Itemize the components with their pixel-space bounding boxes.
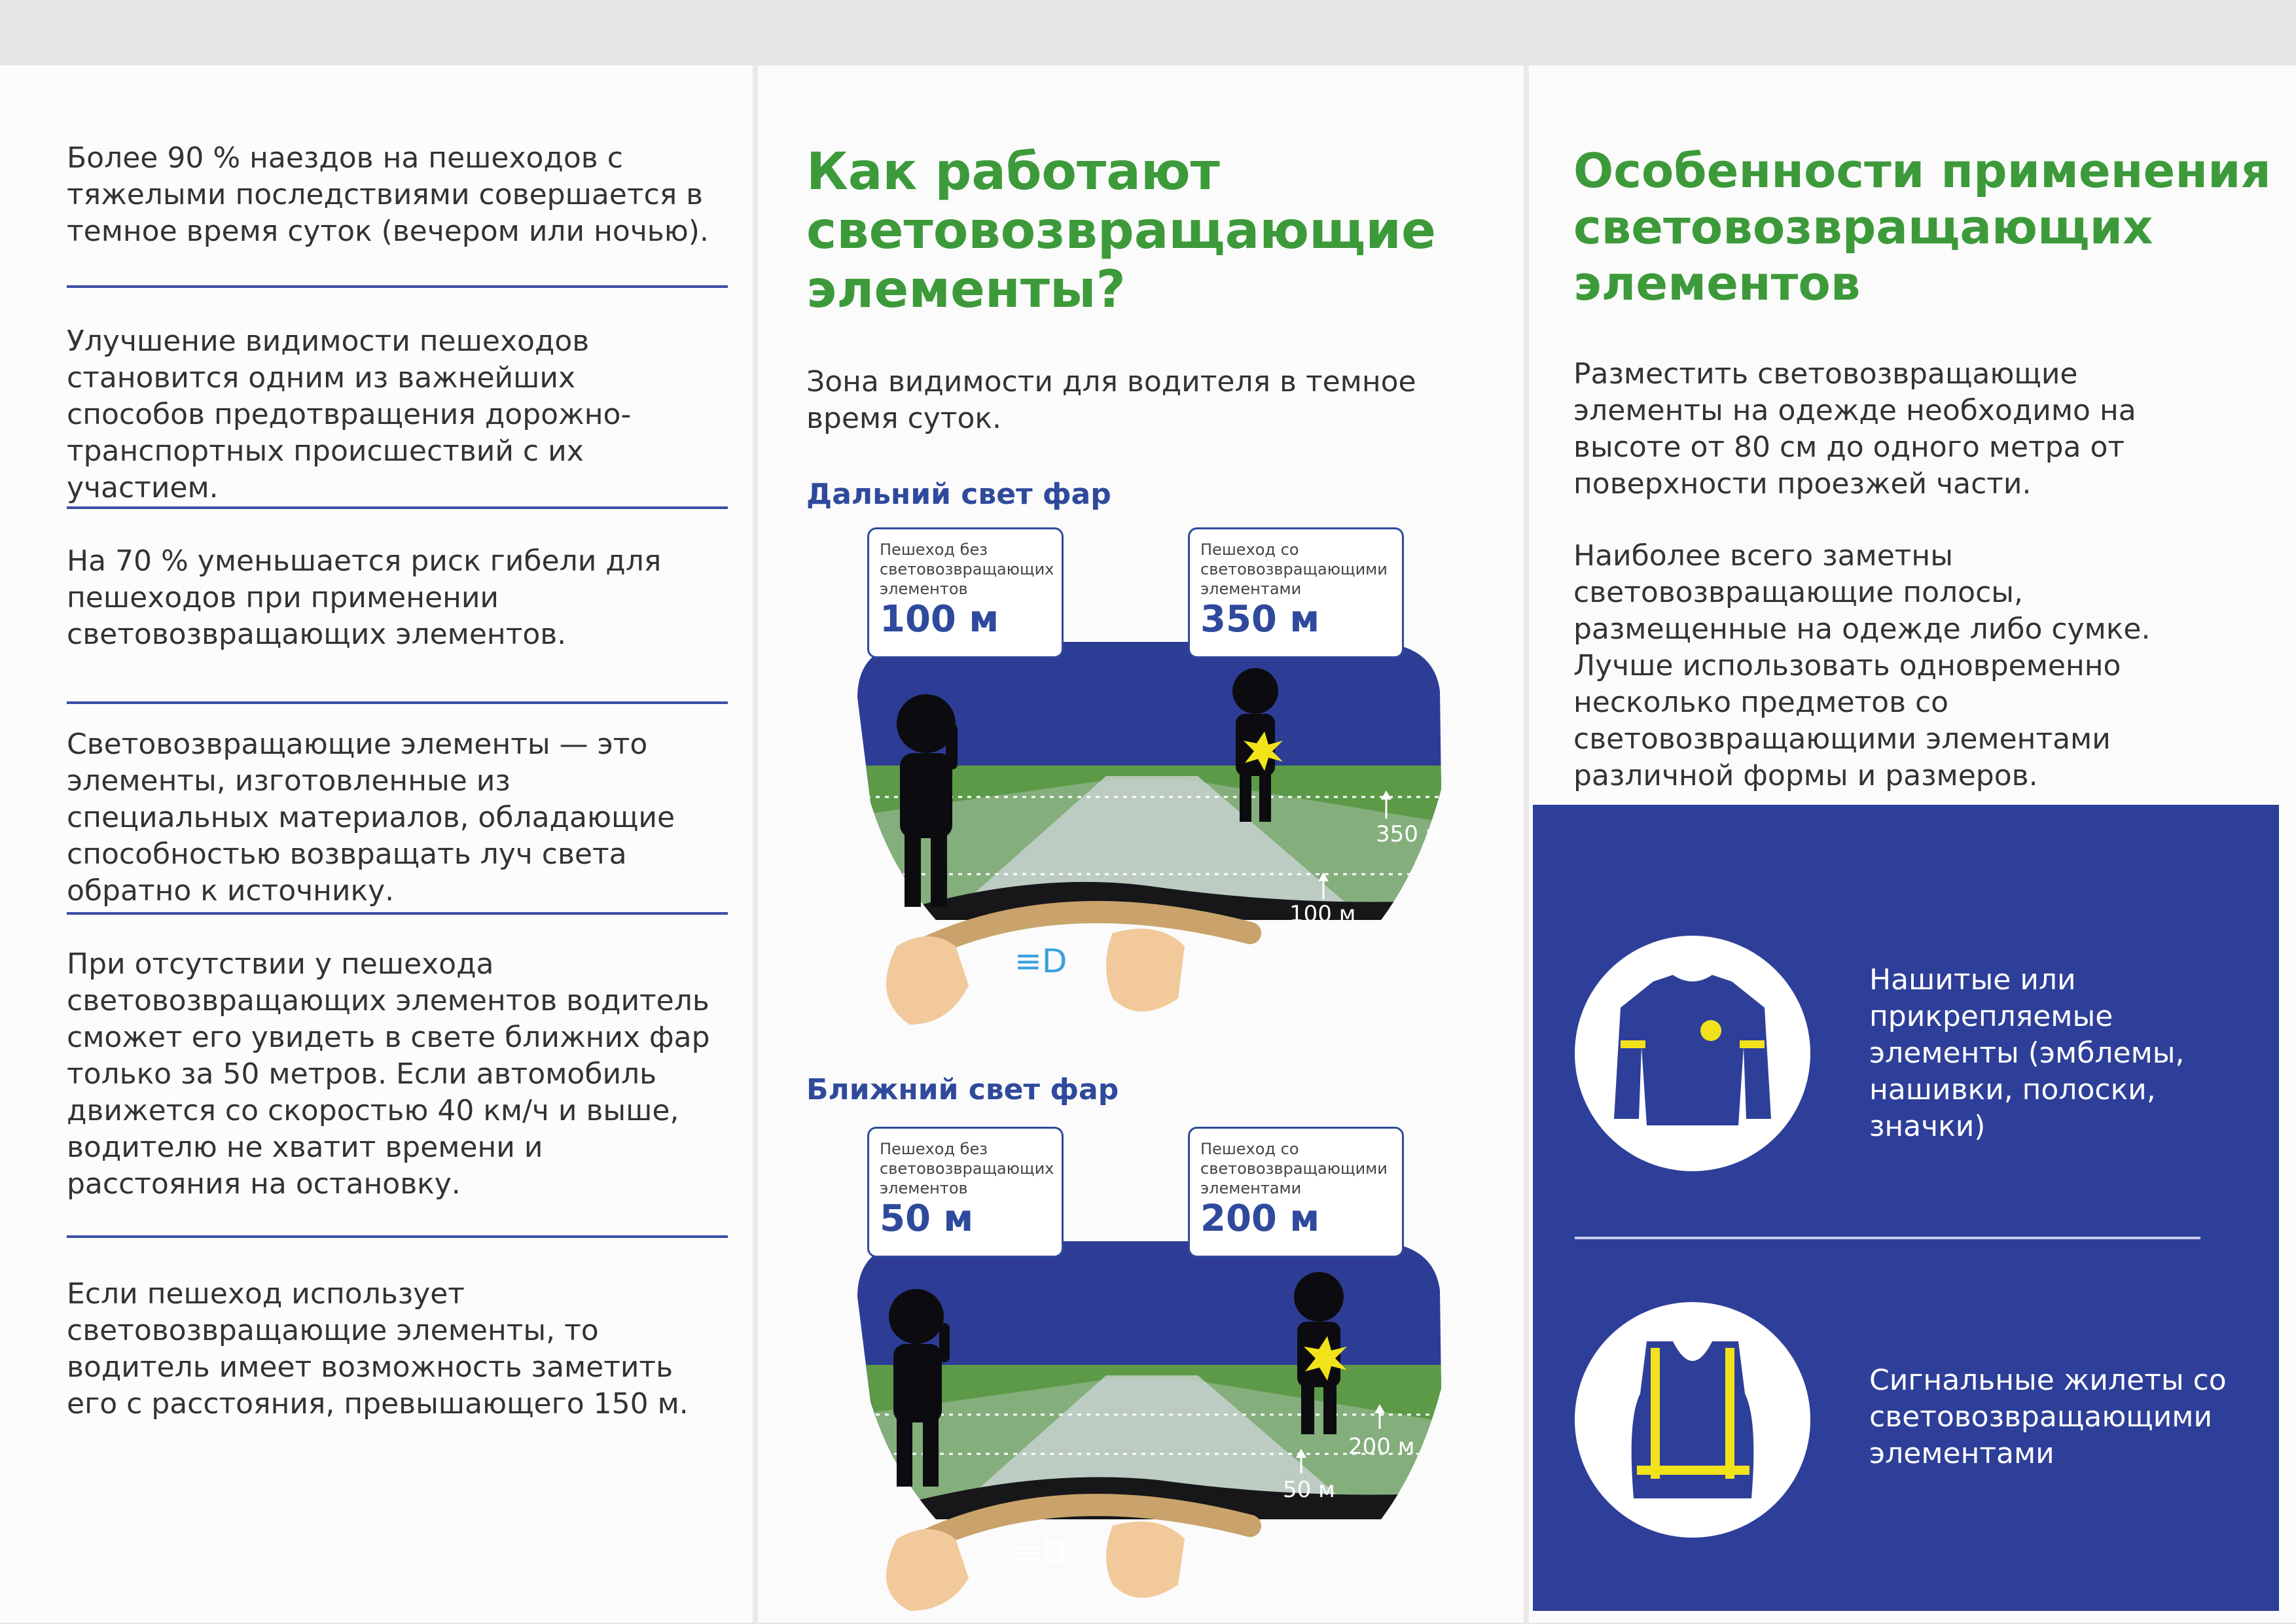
- high-beam-scene: [831, 527, 1460, 1038]
- far-distance-label: 200 м: [1348, 1434, 1415, 1460]
- high-beam-icon: ≡D: [1014, 942, 1067, 980]
- item-signal-vests: Сигнальные жилеты со световозвращающими элементами: [1869, 1364, 2227, 1470]
- low-beam-scene: [831, 1127, 1460, 1624]
- bubble-without-reflectors: Пешеход без световозвращающих элементов 100 м: [867, 527, 1064, 658]
- paragraph-definition: Световозвращающие элементы — это элементы, изготовленные из специальных материалов, обладающие способностью возвращать луч света обратно к источнику.: [67, 728, 675, 908]
- low-beam-icon: ≡D: [1014, 1534, 1067, 1572]
- visibility-lead: Зона видимости для водителя в темное время суток.: [806, 365, 1416, 435]
- near-distance-label: 100 м: [1289, 901, 1356, 927]
- far-distance-label: 350 м: [1376, 821, 1443, 847]
- paragraph-with-reflectors: Если пешеход использует световозвращающие элементы, то водитель имеет возможность заметить его с расстояния, превышающего 150 м.: [67, 1277, 689, 1421]
- divider: [67, 506, 728, 509]
- paragraph-placement-height: Разместить световозвращающие элементы на одежде необходимо на высоте от 80 см до одного метра от поверхности проезжей части.: [1573, 357, 2136, 501]
- vest-icon: [1575, 1302, 1810, 1538]
- right-title: Особенности применения световозвращающих элементов: [1573, 143, 2271, 311]
- paragraph-night-statistics: Более 90 % наездов на пешеходов с тяжелыми последствиями совершается в темное время суток (вечером или ночью).: [67, 141, 709, 248]
- paragraph-visibility: Улучшение видимости пешеходов становится одним из важнейших способов предотвращения дорожно-транспортных происшествий с их участием.: [67, 325, 632, 504]
- bubble-without-reflectors: Пешеход без световозвращающих элементов 50 м: [867, 1127, 1064, 1258]
- high-beam-subtitle: Дальний свет фар: [806, 478, 1111, 511]
- divider: [67, 701, 728, 704]
- item-sewn-elements: Нашитые или прикрепляемые элементы (эмблемы, нашивки, полоски, значки): [1869, 963, 2185, 1143]
- divider: [67, 1235, 728, 1238]
- middle-title: Как работают световозвращающие элементы?: [806, 143, 1436, 319]
- paragraph-without-reflectors: При отсутствии у пешехода световозвращающих элементов водитель сможет его увидеть в свете ближних фар только за 50 метров. Если автомобиль движется со скоростью 40 км/ч и выше, водителю не хватит времени и расстояния на остановку.: [67, 947, 710, 1201]
- low-beam-subtitle: Ближний свет фар: [806, 1073, 1119, 1106]
- jacket-icon: [1575, 936, 1810, 1171]
- bubble-with-reflectors: Пешеход со световозвращающими элементами 350 м: [1188, 527, 1404, 658]
- jacket-circle: [1575, 936, 1810, 1171]
- near-distance-label: 50 м: [1283, 1477, 1335, 1503]
- bubble-with-reflectors: Пешеход со световозвращающими элементами 200 м: [1188, 1127, 1404, 1258]
- paragraph-most-visible: Наиболее всего заметны световозвращающие полосы, размещенные на одежде либо сумке. Лучше использовать одновременно несколько предметов со световозвращающими элементами различной формы и размеров.: [1573, 539, 2151, 792]
- items-box: [1533, 805, 2279, 1611]
- divider: [67, 285, 728, 288]
- paragraph-risk-reduction: На 70 % уменьшается риск гибели для пешеходов при применении световозвращающих элементов.: [67, 544, 662, 651]
- vest-circle: [1575, 1302, 1810, 1538]
- items-divider: [1575, 1237, 2200, 1239]
- divider: [67, 912, 728, 915]
